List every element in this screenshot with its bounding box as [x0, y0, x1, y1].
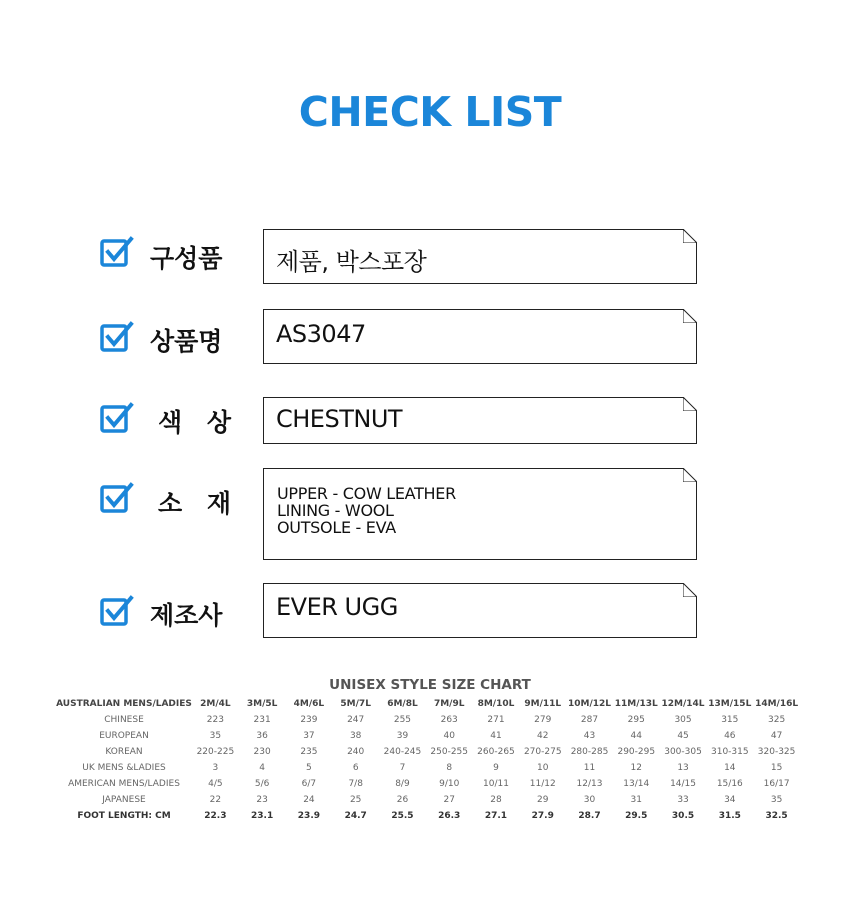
size-chart-row — [56, 792, 800, 808]
size-cell: 220-225 — [196, 747, 235, 757]
size-cell: 230 — [253, 747, 271, 757]
size-cell: 44 — [630, 731, 642, 741]
size-cell: 9/10 — [439, 779, 460, 789]
size-cell: 10/11 — [483, 779, 509, 789]
size-cell: 8 — [446, 763, 453, 773]
size-cell: 13 — [677, 763, 689, 773]
checkbox-checked-icon — [100, 481, 134, 515]
size-col-header: 2M/4L — [200, 699, 231, 709]
folded-corner-icon — [683, 309, 697, 323]
size-cell: 13/14 — [623, 779, 650, 789]
size-cell: 36 — [256, 731, 268, 741]
size-cell: 6/7 — [301, 779, 317, 789]
size-cell: 30 — [583, 795, 596, 805]
size-cell: 235 — [300, 747, 318, 757]
size-cell: 3 — [212, 763, 219, 773]
size-cell: 27.1 — [484, 811, 508, 821]
size-cell: 14 — [724, 763, 736, 773]
checkbox-checked-icon — [100, 235, 134, 269]
check-label: 색 상 — [158, 408, 240, 437]
size-col-header: 3M/5L — [246, 699, 278, 709]
check-value: 제품, 박스포장 — [276, 248, 427, 276]
size-cell: 9 — [493, 763, 499, 773]
size-cell: 47 — [770, 731, 783, 741]
size-cell: 12 — [630, 763, 642, 773]
size-row-label: FOOT LENGTH: CM — [77, 811, 171, 821]
size-cell: 305 — [674, 715, 692, 725]
size-cell: 12/13 — [576, 779, 603, 789]
size-cell: 31 — [630, 795, 642, 805]
size-cell: 25 — [349, 795, 362, 805]
size-col-header: 10M/12L — [567, 699, 612, 709]
size-cell: 8/9 — [395, 779, 410, 789]
size-cell: 26.3 — [438, 811, 461, 821]
check-value: EVER UGG — [276, 593, 398, 621]
value-box — [263, 468, 697, 560]
size-cell: 223 — [206, 715, 224, 725]
size-col-header: 14M/16L — [755, 699, 799, 709]
size-cell: 5 — [306, 763, 312, 773]
size-row-label: EUROPEAN — [99, 731, 149, 741]
size-chart-row — [56, 760, 800, 776]
size-cell: 35 — [209, 731, 222, 741]
value-box — [263, 309, 697, 364]
size-chart-row — [56, 712, 800, 728]
material-lines — [277, 485, 456, 536]
size-cell: 38 — [349, 731, 362, 741]
value-box — [263, 229, 697, 284]
size-cell: 320-325 — [757, 747, 796, 757]
size-cell: 41 — [490, 731, 502, 741]
size-cell: 279 — [534, 715, 552, 725]
size-cell: 27.9 — [531, 811, 554, 821]
size-cell: 24 — [303, 795, 315, 805]
size-cell: 231 — [253, 715, 271, 725]
size-col-header: 9M/11L — [524, 699, 562, 709]
size-cell: 35 — [770, 795, 783, 805]
size-cell: 315 — [721, 715, 739, 725]
size-cell: 295 — [627, 715, 645, 725]
size-cell: 255 — [393, 715, 412, 725]
size-chart-row — [56, 776, 800, 792]
size-col-header: 7M/9L — [433, 699, 465, 709]
size-row-label: JAPANESE — [102, 795, 146, 805]
size-cell: 33 — [677, 795, 689, 805]
size-chart-header-label: AUSTRALIAN MENS/LADIES — [56, 699, 192, 709]
size-cell: 325 — [768, 715, 786, 725]
size-chart-row — [56, 744, 800, 760]
value-box — [263, 583, 697, 638]
size-cell: 270-275 — [523, 747, 562, 757]
value-box — [263, 397, 697, 444]
size-cell: 39 — [396, 731, 409, 741]
size-row-label: CHINESE — [104, 715, 144, 725]
check-value: AS3047 — [276, 320, 366, 348]
size-chart-header-row — [56, 696, 800, 712]
size-col-header: 12M/14L — [661, 699, 705, 709]
check-label: 소 재 — [158, 489, 240, 518]
size-cell: 5/6 — [254, 779, 270, 789]
checkbox-checked-icon — [100, 401, 134, 435]
check-label: 제조사 — [150, 601, 223, 630]
size-cell: 280-285 — [570, 747, 609, 757]
size-cell: 7 — [399, 763, 406, 773]
material-line-outsole: OUTSOLE - EVA — [277, 518, 396, 537]
size-cell: 32.5 — [765, 811, 788, 821]
size-cell: 29.5 — [625, 811, 648, 821]
size-cell: 22.3 — [204, 811, 227, 821]
size-cell: 310-315 — [711, 747, 749, 757]
size-col-header: 6M/8L — [387, 699, 418, 709]
size-cell: 45 — [677, 731, 689, 741]
size-chart-table — [56, 696, 800, 824]
size-cell: 4/5 — [208, 779, 223, 789]
size-cell: 240-245 — [383, 747, 422, 757]
checkbox-checked-icon — [100, 594, 134, 628]
size-cell: 23.9 — [297, 811, 321, 821]
size-cell: 271 — [487, 715, 505, 725]
size-cell: 24.7 — [344, 811, 367, 821]
size-col-header: 5M/7L — [340, 699, 371, 709]
size-cell: 240 — [347, 747, 365, 757]
check-label: 구성품 — [150, 244, 223, 273]
size-cell: 28 — [490, 795, 502, 805]
size-cell: 250-255 — [430, 747, 469, 757]
size-cell: 11/12 — [529, 779, 556, 789]
size-chart-body — [56, 712, 800, 824]
size-cell: 27 — [443, 795, 455, 805]
size-cell: 290-295 — [617, 747, 656, 757]
size-cell: 28.7 — [578, 811, 601, 821]
size-cell: 29 — [537, 795, 549, 805]
size-cell: 11 — [583, 763, 596, 773]
size-chart-title: UNISEX STYLE SIZE CHART — [329, 677, 531, 693]
size-col-header: 11M/13L — [614, 699, 658, 709]
size-cell: 10 — [537, 763, 549, 773]
material-line-upper: UPPER - COW LEATHER — [277, 484, 456, 503]
size-cell: 31.5 — [718, 811, 741, 821]
size-chart-row — [56, 728, 800, 744]
folded-corner-icon — [683, 397, 697, 411]
check-value: CHESTNUT — [276, 405, 403, 433]
size-cell: 34 — [724, 795, 736, 805]
size-col-header: 13M/15L — [708, 699, 752, 709]
size-cell: 23.1 — [251, 811, 274, 821]
size-cell: 16/17 — [763, 779, 790, 789]
size-cell: 260-265 — [477, 747, 515, 757]
size-cell: 30.5 — [671, 811, 695, 821]
size-cell: 15 — [770, 763, 783, 773]
size-row-label: UK MENS &LADIES — [82, 763, 166, 773]
folded-corner-icon — [683, 229, 697, 243]
size-cell: 43 — [583, 731, 596, 741]
size-cell: 7/8 — [348, 779, 363, 789]
size-chart-row — [56, 808, 800, 824]
size-cell: 300-305 — [664, 747, 702, 757]
size-cell: 287 — [580, 715, 599, 725]
size-cell: 6 — [352, 763, 359, 773]
size-col-header: 4M/6L — [293, 699, 325, 709]
size-cell: 4 — [259, 763, 266, 773]
size-cell: 23 — [256, 795, 268, 805]
size-cell: 22 — [209, 795, 222, 805]
size-row-label: AMERICAN MENS/LADIES — [68, 779, 180, 789]
size-cell: 239 — [300, 715, 318, 725]
checkbox-checked-icon — [100, 320, 134, 354]
page-title: CHECK LIST — [298, 88, 562, 136]
size-cell: 26 — [396, 795, 409, 805]
size-cell: 46 — [724, 731, 736, 741]
size-col-header: 8M/10L — [477, 699, 515, 709]
size-cell: 37 — [303, 731, 315, 741]
folded-corner-icon — [683, 583, 697, 597]
size-row-label: KOREAN — [105, 747, 143, 757]
material-line-lining: LINING - WOOL — [277, 501, 394, 520]
size-cell: 263 — [440, 715, 458, 725]
size-cell: 247 — [347, 715, 365, 725]
size-cell: 42 — [537, 731, 549, 741]
size-cell: 25.5 — [391, 811, 414, 821]
size-cell: 40 — [443, 731, 455, 741]
size-cell: 14/15 — [670, 779, 696, 789]
folded-corner-icon — [683, 468, 697, 482]
size-cell: 15/16 — [716, 779, 743, 789]
check-label: 상품명 — [150, 327, 223, 356]
